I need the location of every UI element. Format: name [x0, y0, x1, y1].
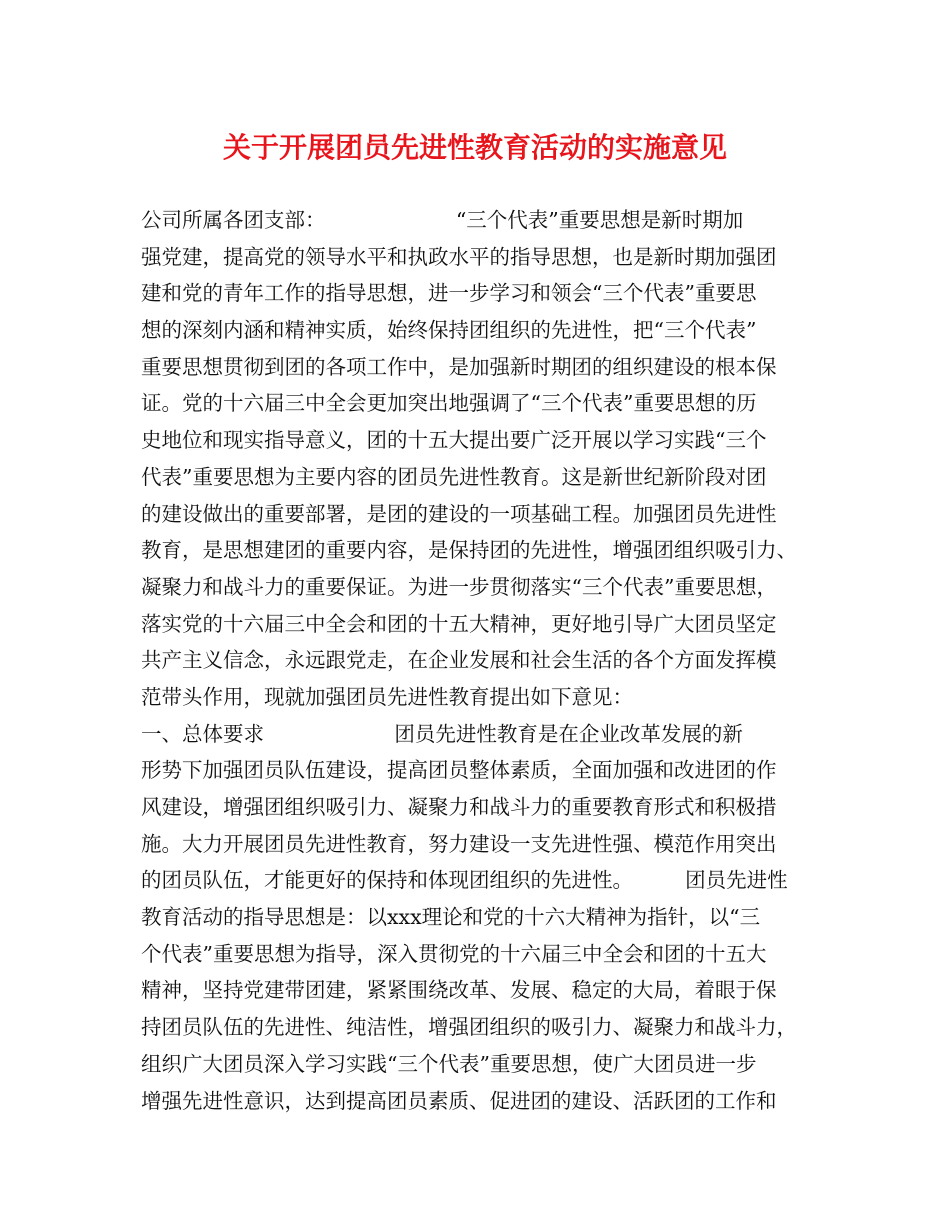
body-line: 证。党的十六届三中全会更加突出地强调了“三个代表”重要思想的历 [141, 391, 757, 416]
body-line: 持团员队伍的先进性、纯洁性，增强团组织的吸引力、凝聚力和战斗力， [141, 1015, 797, 1040]
body-line: 风建设，增强团组织吸引力、凝聚力和战斗力的重要教育形式和积极措 [141, 795, 777, 819]
body-line: 一、总体要求 团员先进性教育是在企业改革发展的新 [141, 721, 743, 746]
body-line: 史地位和现实指导意义，团的十五大提出要广泛开展以学习实践“三个 [141, 428, 767, 453]
body-line: 共产主义信念，永远跟党走，在企业发展和社会生活的各个方面发挥模 [141, 648, 777, 673]
body-line: 强党建，提高党的领导水平和执政水平的指导思想，也是新时期加强团 [141, 244, 777, 269]
body-line: 凝聚力和战斗力的重要保证。为进一步贯彻落实“三个代表”重要思想， [141, 574, 777, 599]
document-title: 关于开展团员先进性教育活动的实施意见 [222, 131, 727, 164]
body-line: 形势下加强团员队伍建设，提高团员整体素质，全面加强和改进团的作 [141, 758, 777, 783]
body-line: 建和党的青年工作的指导思想，进一步学习和领会“三个代表”重要思 [141, 281, 757, 306]
body-line: 范带头作用，现就加强团员先进性教育提出如下意见： [141, 684, 633, 709]
body-line: 落实党的十六届三中全会和团的十五大精神，更好地引导广大团员坚定 [141, 611, 777, 636]
body-line: 公司所属各团支部： “三个代表”重要思想是新时期加 [141, 208, 744, 232]
body-line: 施。大力开展团员先进性教育，努力建设一支先进性强、模范作用突出 [141, 831, 777, 856]
body-line: 个代表”重要思想为指导，深入贯彻党的十六届三中全会和团的十五大 [141, 941, 767, 966]
document-body [141, 202, 821, 1119]
body-line: 代表”重要思想为主要内容的团员先进性教育。这是新世纪新阶段对团 [141, 464, 767, 489]
body-line: 重要思想贯彻到团的各项工作中，是加强新时期团的组织建设的根本保 [141, 354, 777, 379]
body-line: 教育活动的指导思想是：以xxx理论和党的十六大精神为指针，以“三 [141, 905, 761, 930]
body-line: 精神，坚持党建带团建，紧紧围绕改革、发展、稳定的大局，着眼于保 [141, 978, 777, 1003]
body-line: 的建设做出的重要部署，是团的建设的一项基础工程。加强团员先进性 [141, 501, 777, 526]
body-line: 教育，是思想建团的重要内容，是保持团的先进性，增强团组织吸引力、 [141, 538, 797, 563]
body-line: 组织广大团员深入学习实践“三个代表”重要思想，使广大团员进一步 [141, 1051, 757, 1076]
body-line: 想的深刻内涵和精神实质，始终保持团组织的先进性，把“三个代表” [141, 318, 757, 343]
body-line: 增强先进性意识，达到提高团员素质、促进团的建设、活跃团的工作和 [141, 1088, 777, 1113]
body-line: 的团员队伍，才能更好的保持和体现团组织的先进性。 团员先进性 [141, 868, 788, 893]
